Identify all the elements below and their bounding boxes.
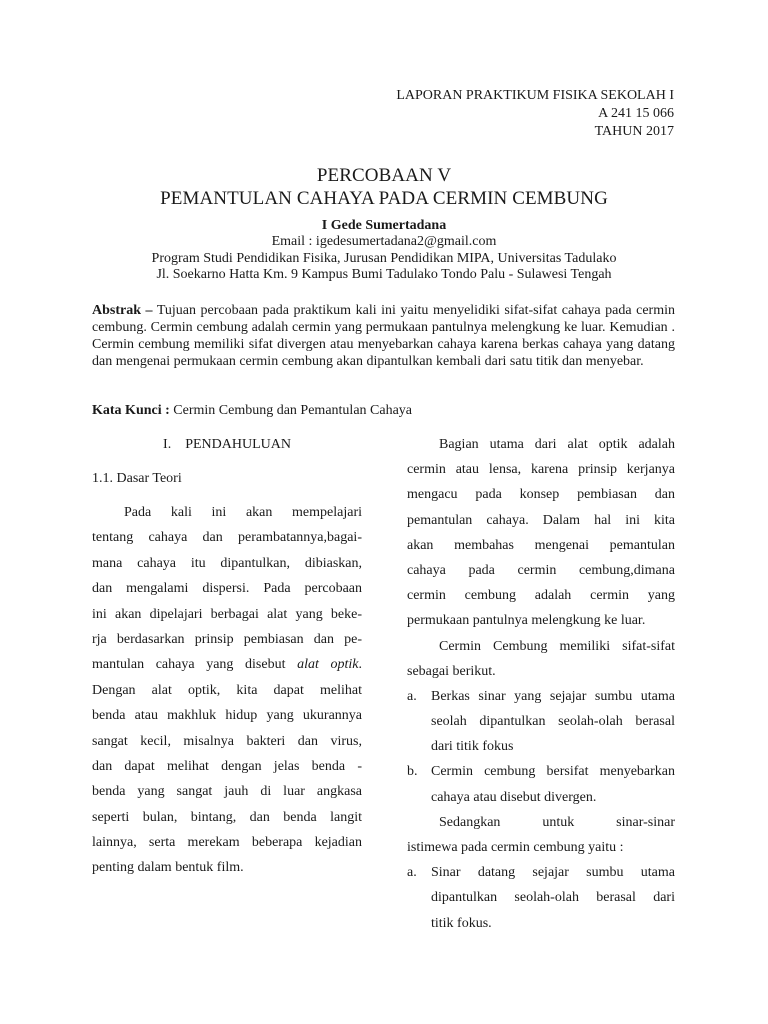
- list-item: [407, 759, 675, 809]
- text-line: benda atau makhluk hidup yang ukurannya: [92, 708, 362, 724]
- text-line: cahaya atau disebut divergen.: [431, 789, 597, 805]
- text-segment: .: [358, 657, 363, 673]
- report-year: TAHUN 2017: [594, 124, 674, 139]
- abstract: [92, 302, 675, 370]
- properties-list: [407, 684, 675, 810]
- text-line: Dengan alat optik, kita dapat melihat: [92, 682, 362, 698]
- keywords-label: Kata Kunci :: [92, 403, 170, 418]
- title-block: [0, 164, 768, 284]
- text-line: seperti bulan, bintang, dan benda langit: [92, 809, 362, 825]
- text-line: penting dalam bentuk film.: [92, 860, 244, 876]
- text-line: sangat kecil, misalnya bakteri dan virus,: [92, 733, 362, 749]
- special-rays-list: [407, 860, 675, 936]
- right-column: [407, 432, 675, 936]
- text-line: dan mengalami dispersi. Pada percobaan: [92, 581, 362, 597]
- text-line: tentang cahaya dan perambatannya,bagai-: [92, 530, 362, 546]
- text-line: mana cahaya itu dipantulkan, dibiaskan,: [92, 555, 362, 571]
- experiment-number: PERCOBAAN V: [316, 165, 452, 186]
- text-line: seolah dipantulkan seolah-olah berasal: [431, 714, 675, 730]
- text-line: akan membahas mengenai pemantulan: [407, 537, 675, 553]
- text-line: Cermin cembung bersifat menyebarkan: [431, 764, 675, 780]
- text-line: titik fokus.: [431, 915, 492, 931]
- keywords: [92, 402, 412, 419]
- report-header: [396, 87, 674, 141]
- text-line: benda yang sangat jauh di luar angkasa: [92, 784, 362, 800]
- text-line: sebagai berikut.: [407, 663, 496, 679]
- list-marker: b.: [407, 764, 418, 780]
- left-column: [92, 432, 362, 881]
- text-line: cahaya pada cermin cembung,dimana: [407, 562, 675, 578]
- special-rays-paragraph: [407, 810, 675, 860]
- course-name: LAPORAN PRAKTIKUM FISIKA SEKOLAH I: [396, 88, 674, 103]
- text-line: Berkas sinar yang sejajar sumbu utama: [431, 688, 675, 704]
- text-line: Bagian utama dari alat optik adalah: [439, 437, 675, 452]
- text-line: istimewa pada cermin cembung yaitu :: [407, 840, 624, 855]
- list-item: [407, 684, 675, 760]
- text-line: pemantulan cahaya. Dalam hal ini kita: [407, 512, 675, 528]
- text-line: Sinar datang sejajar sumbu utama: [431, 865, 675, 881]
- student-id: A 241 15 066: [598, 106, 674, 121]
- text-line: ini akan dipelajari berbagai alat yang beke-: [92, 606, 362, 622]
- author-email: Email : igedesumertadana2@gmail.com: [271, 234, 497, 249]
- text-line: Pada kali ini akan mempelajari: [124, 505, 362, 520]
- keywords-text: Cermin Cembung dan Pemantulan Cahaya: [173, 403, 413, 418]
- subsection-heading: 1.1. Dasar Teori: [92, 471, 182, 486]
- author-name: I Gede Sumertadana: [321, 218, 447, 233]
- list-marker: a.: [407, 688, 417, 704]
- text-line: Cermin Cembung memiliki sifat-sifat: [439, 638, 675, 654]
- italic-term: alat optik: [297, 657, 359, 673]
- properties-paragraph: [407, 634, 675, 684]
- text-line: permukaan pantulnya melengkung ke luar.: [407, 613, 646, 629]
- abstract-label: Abstrak –: [92, 303, 153, 318]
- paper-title: PEMANTULAN CAHAYA PADA CERMIN CEMBUNG: [160, 188, 608, 209]
- section-heading: I. PENDAHULUAN: [163, 437, 291, 452]
- author-affiliation: Program Studi Pendidikan Fisika, Jurusan Pendidikan MIPA, Universitas Tadulako: [151, 250, 617, 266]
- text-line: cermin atau lensa, karena prinsip kerjanya: [407, 462, 675, 478]
- optics-paragraph: [407, 432, 675, 634]
- text-line: Sedangkan untuk sinar-sinar: [439, 814, 675, 830]
- text-line: mengacu pada konsep pembiasan dan: [407, 487, 675, 503]
- text-line: dipantulkan seolah-olah berasal dari: [431, 890, 675, 906]
- list-marker: a.: [407, 865, 417, 881]
- list-item: [407, 860, 675, 936]
- intro-paragraph: [92, 500, 362, 881]
- author-address: Jl. Soekarno Hatta Km. 9 Kampus Bumi Tadulako Tondo Palu - Sulawesi Tengah: [156, 267, 612, 282]
- text-line: dan dapat melihat dengan jelas benda -: [92, 758, 362, 774]
- text-line: lainnya, serta merekam beberapa kejadian: [92, 835, 362, 851]
- abstract-text: Tujuan percobaan pada praktikum kali ini yaitu menyelidiki sifat-sifat cahaya pada cermin cembung. Cermin cembung adalah cermin yang permukaan pantulnya melengkung ke luar. Kemudian . Cermin cembung memiliki sifat divergen atau menyebarkan cahaya karena berkas cahaya yang datang dan mengenai permukaan cermin cembung akan dipantulkan kembali dari satu titik dan menyebar.: [92, 303, 675, 369]
- text-line: cermin cembung adalah cermin yang: [407, 588, 675, 604]
- text-line: rja berdasarkan prinsip pembiasan dan pe-: [92, 631, 362, 647]
- text-line: [92, 652, 362, 677]
- text-line: dari titik fokus: [431, 739, 514, 755]
- text-segment: mantulan cahaya yang disebut: [92, 657, 298, 673]
